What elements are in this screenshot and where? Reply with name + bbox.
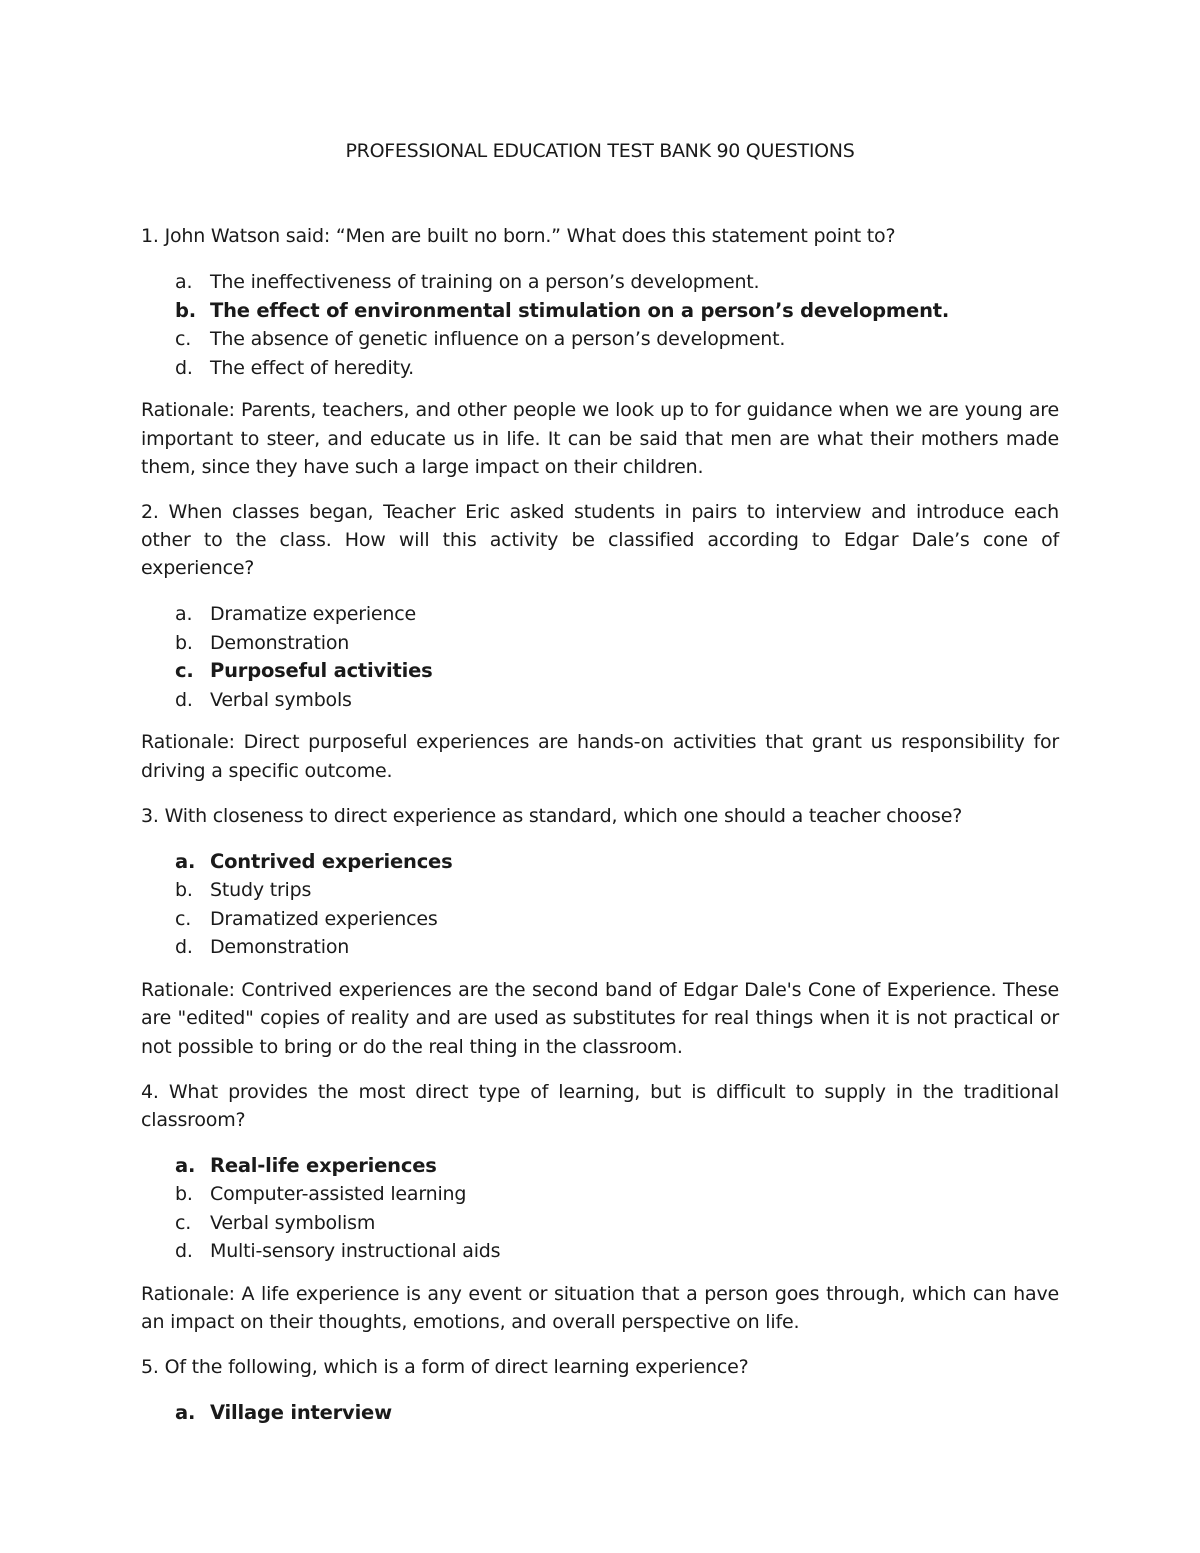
option-text: Village interview bbox=[210, 1401, 392, 1425]
option-text: The effect of heredity. bbox=[210, 356, 415, 379]
option-letter: d. bbox=[175, 688, 193, 711]
question-text: 5. Of the following, which is a form of direct learning experience? bbox=[141, 1356, 749, 1379]
option-item-correct bbox=[141, 1399, 1059, 1428]
option-item bbox=[141, 629, 1059, 658]
option-item bbox=[141, 933, 1059, 962]
option-text: Purposeful activities bbox=[210, 659, 433, 683]
option-item bbox=[141, 1180, 1059, 1209]
option-letter: a. bbox=[175, 603, 193, 626]
option-item bbox=[141, 600, 1059, 629]
option-text: Demonstration bbox=[210, 631, 350, 654]
option-text: Verbal symbolism bbox=[210, 1211, 376, 1234]
question-text: 4. What provides the most direct type of learning, but is difficult to supply in the traditional classroom? bbox=[141, 1080, 1059, 1131]
option-letter: a. bbox=[175, 849, 196, 873]
question-block bbox=[141, 222, 1059, 482]
option-letter: b. bbox=[175, 631, 193, 654]
question-block bbox=[141, 1078, 1059, 1337]
option-text: Multi-sensory instructional aids bbox=[210, 1240, 501, 1263]
option-text: The effect of environmental stimulation on a person’s development. bbox=[210, 298, 950, 322]
option-item bbox=[141, 354, 1059, 383]
option-letter: c. bbox=[175, 659, 194, 683]
question-text: 3. With closeness to direct experience as standard, which one should a teacher choose? bbox=[141, 804, 963, 827]
rationale-text: Rationale: Parents, teachers, and other people we look up to for guidance when we are young are important to steer, and educate us in life. It can be said that men are what their mothers made them, since they have such a large impact on their children. bbox=[141, 399, 1059, 479]
option-item bbox=[141, 686, 1059, 715]
option-letter: b. bbox=[175, 1183, 193, 1206]
option-item-correct bbox=[141, 297, 1059, 326]
option-text: Study trips bbox=[210, 879, 312, 902]
option-letter: d. bbox=[175, 936, 193, 959]
option-item bbox=[141, 905, 1059, 934]
option-letter: a. bbox=[175, 1401, 196, 1425]
option-text: Dramatize experience bbox=[210, 603, 416, 626]
option-item bbox=[141, 876, 1059, 905]
option-letter: d. bbox=[175, 1240, 193, 1263]
option-letter: a. bbox=[175, 1153, 196, 1177]
options-list bbox=[141, 1399, 1059, 1428]
option-item bbox=[141, 1209, 1059, 1238]
option-item-correct bbox=[141, 657, 1059, 686]
option-item-correct bbox=[141, 1152, 1059, 1181]
option-letter: c. bbox=[175, 328, 192, 350]
option-text: Contrived experiences bbox=[210, 849, 453, 873]
option-item bbox=[141, 268, 1059, 297]
option-text: Demonstration bbox=[210, 936, 350, 959]
question-block bbox=[141, 498, 1059, 785]
rationale-text: Rationale: Contrived experiences are the second band of Edgar Dale's Cone of Experience. These are "edited" copies of reality and are used as substitutes for real things when it is not practical or not possible to bring or do the real thing in the classroom. bbox=[141, 978, 1059, 1058]
option-letter: c. bbox=[175, 907, 192, 930]
page-title: PROFESSIONAL EDUCATION TEST BANK 90 QUESTIONS bbox=[345, 140, 855, 162]
option-letter: b. bbox=[175, 298, 196, 322]
options-list bbox=[141, 848, 1059, 962]
question-block bbox=[141, 1353, 1059, 1428]
question-text: 2. When classes began, Teacher Eric asked students in pairs to interview and introduce each other to the class. How will this activity be classified according to Edgar Dale’s cone of experience? bbox=[141, 501, 1059, 580]
option-text: Real-life experiences bbox=[210, 1153, 437, 1177]
option-letter: a. bbox=[175, 271, 193, 293]
option-text: The absence of genetic influence on a person’s development. bbox=[210, 328, 786, 350]
option-text: Computer-assisted learning bbox=[210, 1183, 467, 1206]
option-letter: b. bbox=[175, 879, 193, 902]
option-item bbox=[141, 325, 1059, 354]
option-item-correct bbox=[141, 848, 1059, 877]
option-item bbox=[141, 1237, 1059, 1266]
options-list bbox=[141, 1152, 1059, 1266]
document-page bbox=[141, 140, 1059, 1520]
option-text: Dramatized experiences bbox=[210, 907, 438, 930]
rationale-text: Rationale: Direct purposeful experiences are hands-on activities that grant us responsibility for driving a specific outcome. bbox=[141, 731, 1059, 782]
option-text: The ineffectiveness of training on a person’s development. bbox=[210, 271, 760, 293]
question-block bbox=[141, 802, 1059, 1062]
option-letter: c. bbox=[175, 1211, 192, 1234]
option-text: Verbal symbols bbox=[210, 688, 352, 711]
question-text: 1. John Watson said: “Men are built no born.” What does this statement point to? bbox=[141, 225, 896, 247]
options-list bbox=[141, 600, 1059, 714]
rationale-text: Rationale: A life experience is any event or situation that a person goes through, which can have an impact on their thoughts, emotions, and overall perspective on life. bbox=[141, 1282, 1059, 1334]
option-letter: d. bbox=[175, 356, 193, 379]
options-list bbox=[141, 268, 1059, 382]
